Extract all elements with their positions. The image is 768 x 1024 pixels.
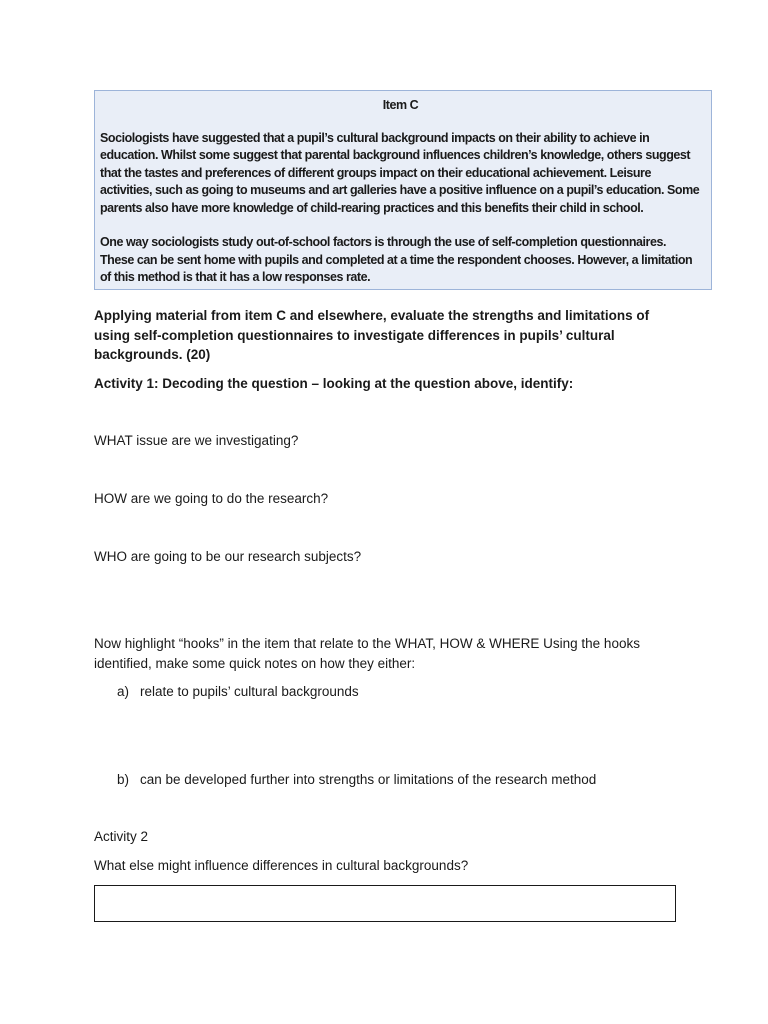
item-c-box	[94, 90, 712, 290]
list-marker-b: b)	[117, 772, 130, 787]
item-title: Item C	[382, 98, 419, 112]
list-text-b: can be developed further into strengths or limitations of the research method	[140, 772, 597, 787]
who-prompt: WHO are going to be our research subjects?	[94, 549, 362, 564]
hooks-instruction: Now highlight “hooks” in the item that relate to the WHAT, HOW & WHERE Using the hooks identified, make some quick notes on how they either:	[94, 636, 640, 671]
how-prompt: HOW are we going to do the research?	[94, 491, 329, 506]
activity-2-heading: Activity 2	[94, 829, 149, 844]
item-paragraph-2: One way sociologists study out-of-school factors is through the use of self-completion questionnaires. These can be sent home with pupils and completed at a time the respondent chooses. However, a limitation of this method is that it has a low responses rate.	[100, 235, 693, 284]
answer-box[interactable]	[94, 885, 676, 922]
what-prompt: WHAT issue are we investigating?	[94, 433, 299, 448]
activity-2-prompt: What else might influence differences in cultural backgrounds?	[94, 858, 469, 873]
exam-question: Applying material from item C and elsewhere, evaluate the strengths and limitations of using self-completion questionnaires to investigate differences in pupils’ cultural backgrounds. (20)	[94, 308, 650, 362]
item-paragraph-1: Sociologists have suggested that a pupil’s cultural background impacts on their ability to achieve in education. Whilst some suggest that parental background influences children’s knowledge, others suggest that the tastes and preferences of different groups impact on their educational achievement. Leisure activities, such as going to museums and art galleries have a positive influence on a pupil’s education. Some parents also have more knowledge of child-rearing practices and this benefits their child in school.	[100, 130, 700, 215]
list-text-a: relate to pupils’ cultural backgrounds	[140, 684, 359, 699]
list-marker-a: a)	[117, 684, 130, 699]
activity-1-heading: Activity 1: Decoding the question – looking at the question above, identify:	[94, 376, 574, 391]
